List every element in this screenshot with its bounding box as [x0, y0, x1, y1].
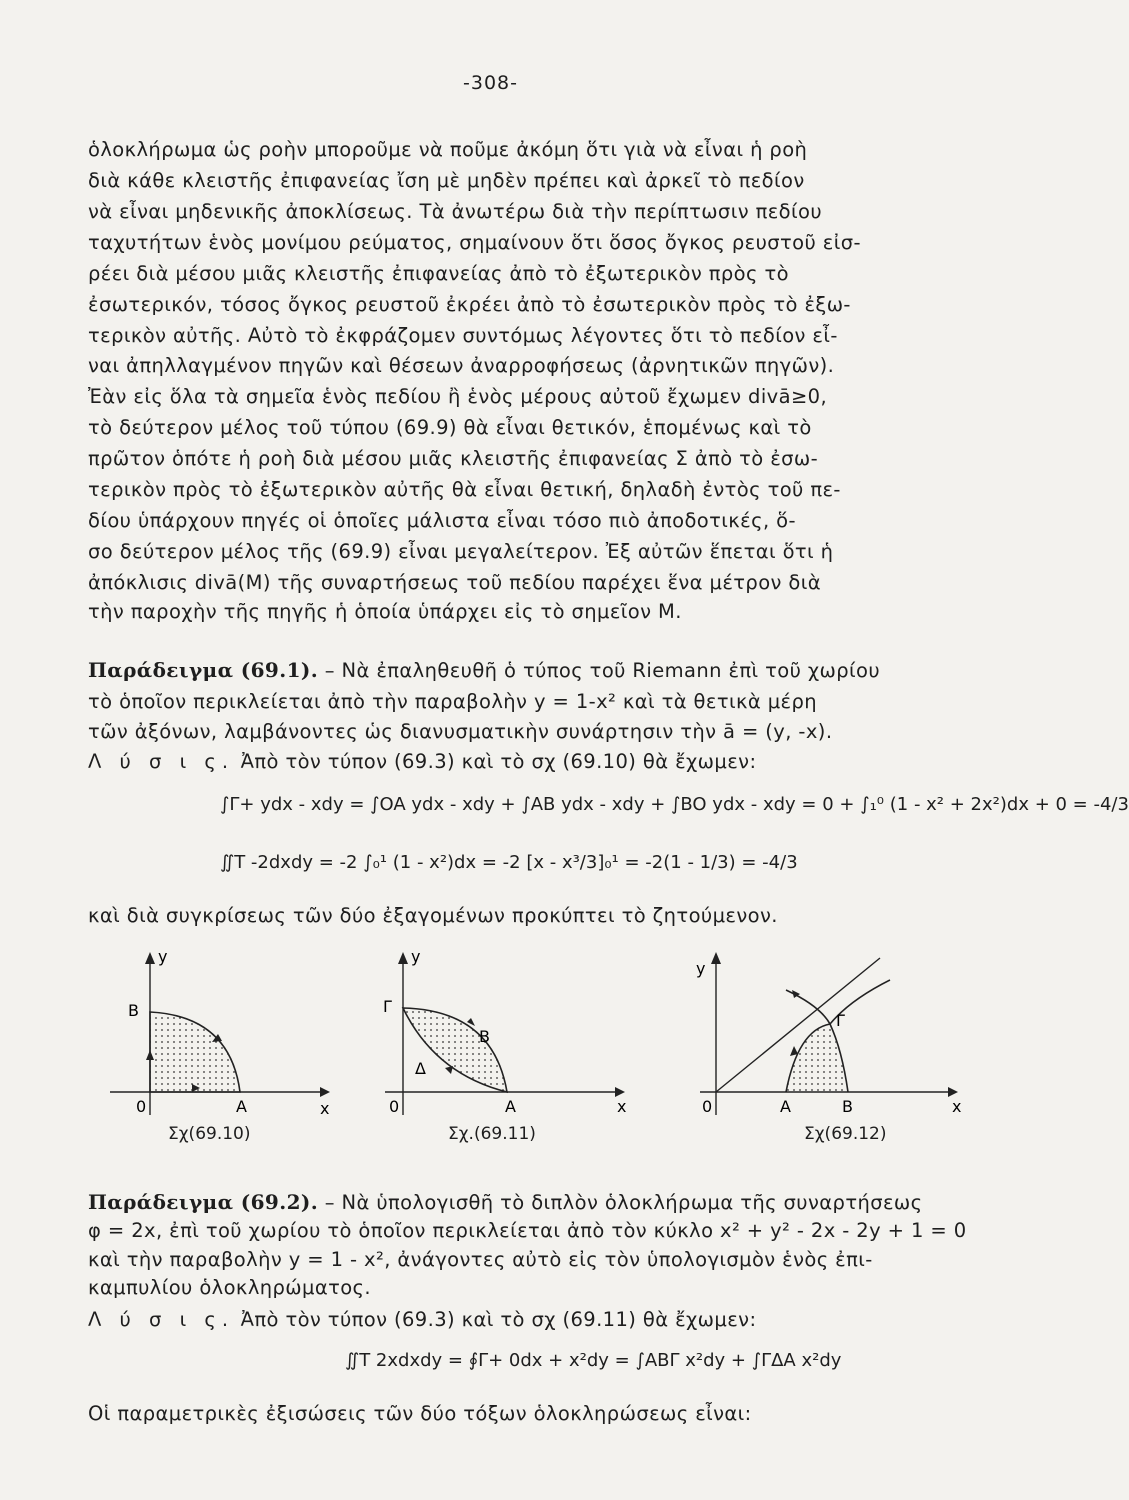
figure-69-10-diagram	[100, 947, 340, 1120]
example1-conclusion: καὶ διὰ συγκρίσεως τῶν δύο ἐξαγομένων προκύπτει τὸ ζητούμενον.	[88, 904, 778, 927]
paragraph-line: πρῶτον ὁπότε ἡ ροὴ διὰ μέσου μιᾶς κλειστῆς ἐπιφανείας Σ ἀπὸ τὸ ἐσω-	[88, 447, 819, 470]
region-lens	[403, 1008, 507, 1092]
paragraph-line: τὸ δεύτερον μέλος τοῦ τύπου (69.9) θὰ εἶναι θετικόν, ἑπομένως καὶ τὸ	[88, 416, 812, 439]
y-arrow-icon	[398, 952, 408, 964]
paragraph-line: ἀπόκλισις divā(M) τῆς συναρτήσεως τοῦ πεδίου παρέχει ἕνα μέτρον διὰ	[88, 571, 821, 594]
label-origin: 0	[389, 1097, 400, 1116]
example1-first-line	[88, 656, 958, 685]
paragraph-line: ναι ἀπηλλαγμένον πηγῶν καὶ θέσεων ἀναρροφήσεως (ἀρνητικῶν πηγῶν).	[88, 354, 835, 377]
caption-69-12: Σχ(69.12)	[804, 1124, 887, 1144]
example2-first-line	[88, 1188, 958, 1217]
figure-69-11	[375, 947, 635, 1124]
figure-69-12	[690, 950, 970, 1124]
paragraph-line: νὰ εἶναι μηδενικῆς ἀποκλίσεως. Τὰ ἀνωτέρω διὰ τὴν περίπτωσιν πεδίου	[88, 200, 823, 223]
solution-text: Ἀπὸ τὸν τύπον (69.3) καὶ τὸ σχ (69.10) θὰ ἔχωμεν:	[240, 750, 757, 773]
region-parabola	[150, 1012, 240, 1092]
label-origin: 0	[136, 1097, 147, 1116]
page-number: -308-	[463, 72, 518, 94]
figure-69-12-diagram	[690, 950, 970, 1120]
paragraph-line: σο δεύτερον μέλος τῆς (69.9) εἶναι μεγαλείτερον. Ἐξ αὐτῶν ἕπεται ὅτι ἡ	[88, 540, 834, 563]
example1-text: – Νὰ ἐπαληθευθῆ ὁ τύπος τοῦ Riemann ἐπὶ τοῦ χωρίου	[324, 659, 881, 682]
paragraph-line: ρέει διὰ μέσου μιᾶς κλειστῆς ἐπιφανείας ἀπὸ τὸ ἐξωτερικὸν πρὸς τὸ	[88, 262, 789, 285]
example2-line: καμπυλίου ὁλοκληρώματος.	[88, 1276, 371, 1299]
solution-text: Ἀπὸ τὸν τύπον (69.3) καὶ τὸ σχ (69.11) θὰ ἔχωμεν:	[240, 1308, 757, 1331]
solution-label: Λ ύ σ ι ς.	[88, 1308, 235, 1331]
equation-example2: ∬T 2xdxdy = ∮Γ+ 0dx + x²dy = ∫ΑΒΓ x²dy + ∫ΓΔΑ x²dy	[345, 1350, 842, 1371]
label-y: y	[411, 947, 421, 966]
label-a: A	[236, 1097, 247, 1116]
label-x: x	[617, 1097, 627, 1116]
paragraph-line: Ἐὰν εἰς ὅλα τὰ σημεῖα ἑνὸς πεδίου ἢ ἑνὸς μέρους αὐτοῦ ἔχωμεν divā≥0,	[88, 385, 828, 408]
label-b: B	[128, 1001, 139, 1020]
solution-label: Λ ύ σ ι ς.	[88, 750, 235, 773]
y-arrow-icon	[711, 952, 721, 964]
example2-line: καὶ τὴν παραβολὴν y = 1 - x², ἀνάγοντες αὐτὸ εἰς τὸν ὑπολογισμὸν ἑνὸς ἐπι-	[88, 1248, 873, 1271]
label-gamma: Γ	[836, 1011, 845, 1030]
paragraph-line: τὴν παροχὴν τῆς πηγῆς ἡ ὁποία ὑπάρχει εἰς τὸ σημεῖον Μ.	[88, 600, 682, 623]
figure-69-10	[100, 947, 340, 1124]
example1-line: τῶν ἀξόνων, λαμβάνοντες ὡς διανυσματικὴν συνάρτησιν τὴν ā = (y, -x).	[88, 720, 833, 743]
example2-line: φ = 2x, ἐπὶ τοῦ χωρίου τὸ ὁποῖον περικλείεται ἀπὸ τὸν κύκλο x² + y² - 2x - 2y + 1 = 0	[88, 1219, 967, 1242]
figure-69-11-diagram	[375, 947, 635, 1120]
label-gamma: Γ	[383, 997, 392, 1016]
label-delta: Δ	[415, 1059, 426, 1078]
caption-69-11: Σχ.(69.11)	[448, 1124, 536, 1144]
paragraph-line: ὁλοκλήρωμα ὡς ροὴν μποροῦμε νὰ ποῦμε ἀκόμη ὅτι γιὰ νὰ εἶναι ἡ ροὴ	[88, 138, 808, 161]
paragraph-line: διὰ κάθε κλειστῆς ἐπιφανείας ἴση μὲ μηδὲν πρέπει καὶ ἀρκεῖ τὸ πεδίον	[88, 169, 805, 192]
label-b: B	[479, 1027, 490, 1046]
example2-solution-line	[88, 1306, 958, 1334]
example2-last-line: Οἱ παραμετρικὲς ἐξισώσεις τῶν δύο τόξων ὁλοκληρώσεως εἶναι:	[88, 1402, 752, 1425]
example1-heading: Παράδειγμα (69.1).	[88, 658, 319, 682]
paragraph-line: τερικὸν πρὸς τὸ ἐξωτερικὸν αὐτῆς θὰ εἶναι θετική, δηλαδὴ ἐντὸς τοῦ πε-	[88, 478, 841, 501]
label-x: x	[320, 1099, 330, 1118]
label-y: y	[158, 947, 168, 966]
paragraph-line: δίου ὑπάρχουν πηγές οἱ ὁποῖες μάλιστα εἶναι τόσο πιὸ ἀποδοτικές, ὅ-	[88, 509, 796, 532]
equation-line-integral: ∫Γ+ ydx - xdy = ∫OA ydx - xdy + ∫AB ydx - xdy + ∫BO ydx - xdy = 0 + ∫₁⁰ (1 - x² + 2x²)dx + 0 = -4/3	[220, 794, 1129, 815]
equation-double-integral: ∬T -2dxdy = -2 ∫₀¹ (1 - x²)dx = -2 [x - x³/3]₀¹ = -2(1 - 1/3) = -4/3	[220, 852, 798, 873]
example1-solution-line	[88, 748, 958, 776]
x-arrow-icon	[615, 1087, 625, 1097]
paragraph-line: ταχυτήτων ἑνὸς μονίμου ρεύματος, σημαίνουν ὅτι ὅσος ὄγκος ρευστοῦ εἰσ-	[88, 231, 861, 254]
arrow-lower-arc-icon	[445, 1066, 453, 1074]
paragraph-line: τερικὸν αὐτῆς. Αὐτὸ τὸ ἐκφράζομεν συντόμως λέγοντες ὅτι τὸ πεδίον εἶ-	[88, 324, 838, 347]
label-a: A	[780, 1097, 791, 1116]
label-y: y	[696, 959, 706, 978]
label-x: x	[952, 1097, 962, 1116]
example2-heading: Παράδειγμα (69.2).	[88, 1190, 319, 1214]
label-origin: 0	[702, 1097, 713, 1116]
label-a: A	[505, 1097, 516, 1116]
caption-69-10: Σχ(69.10)	[168, 1124, 251, 1144]
y-arrow-icon	[145, 952, 155, 964]
x-arrow-icon	[948, 1087, 958, 1097]
x-arrow-icon	[320, 1087, 330, 1097]
label-b: B	[842, 1097, 853, 1116]
example2-text: – Νὰ ὑπολογισθῆ τὸ διπλὸν ὁλοκλήρωμα τῆς συναρτήσεως	[324, 1191, 923, 1214]
example1-line: τὸ ὁποῖον περικλείεται ἀπὸ τὴν παραβολὴν y = 1-x² καὶ τὰ θετικὰ μέρη	[88, 690, 817, 713]
paragraph-line: ἐσωτερικόν, τόσος ὄγκος ρευστοῦ ἐκρέει ἀπὸ τὸ ἐσωτερικὸν πρὸς τὸ ἐξω-	[88, 293, 851, 316]
